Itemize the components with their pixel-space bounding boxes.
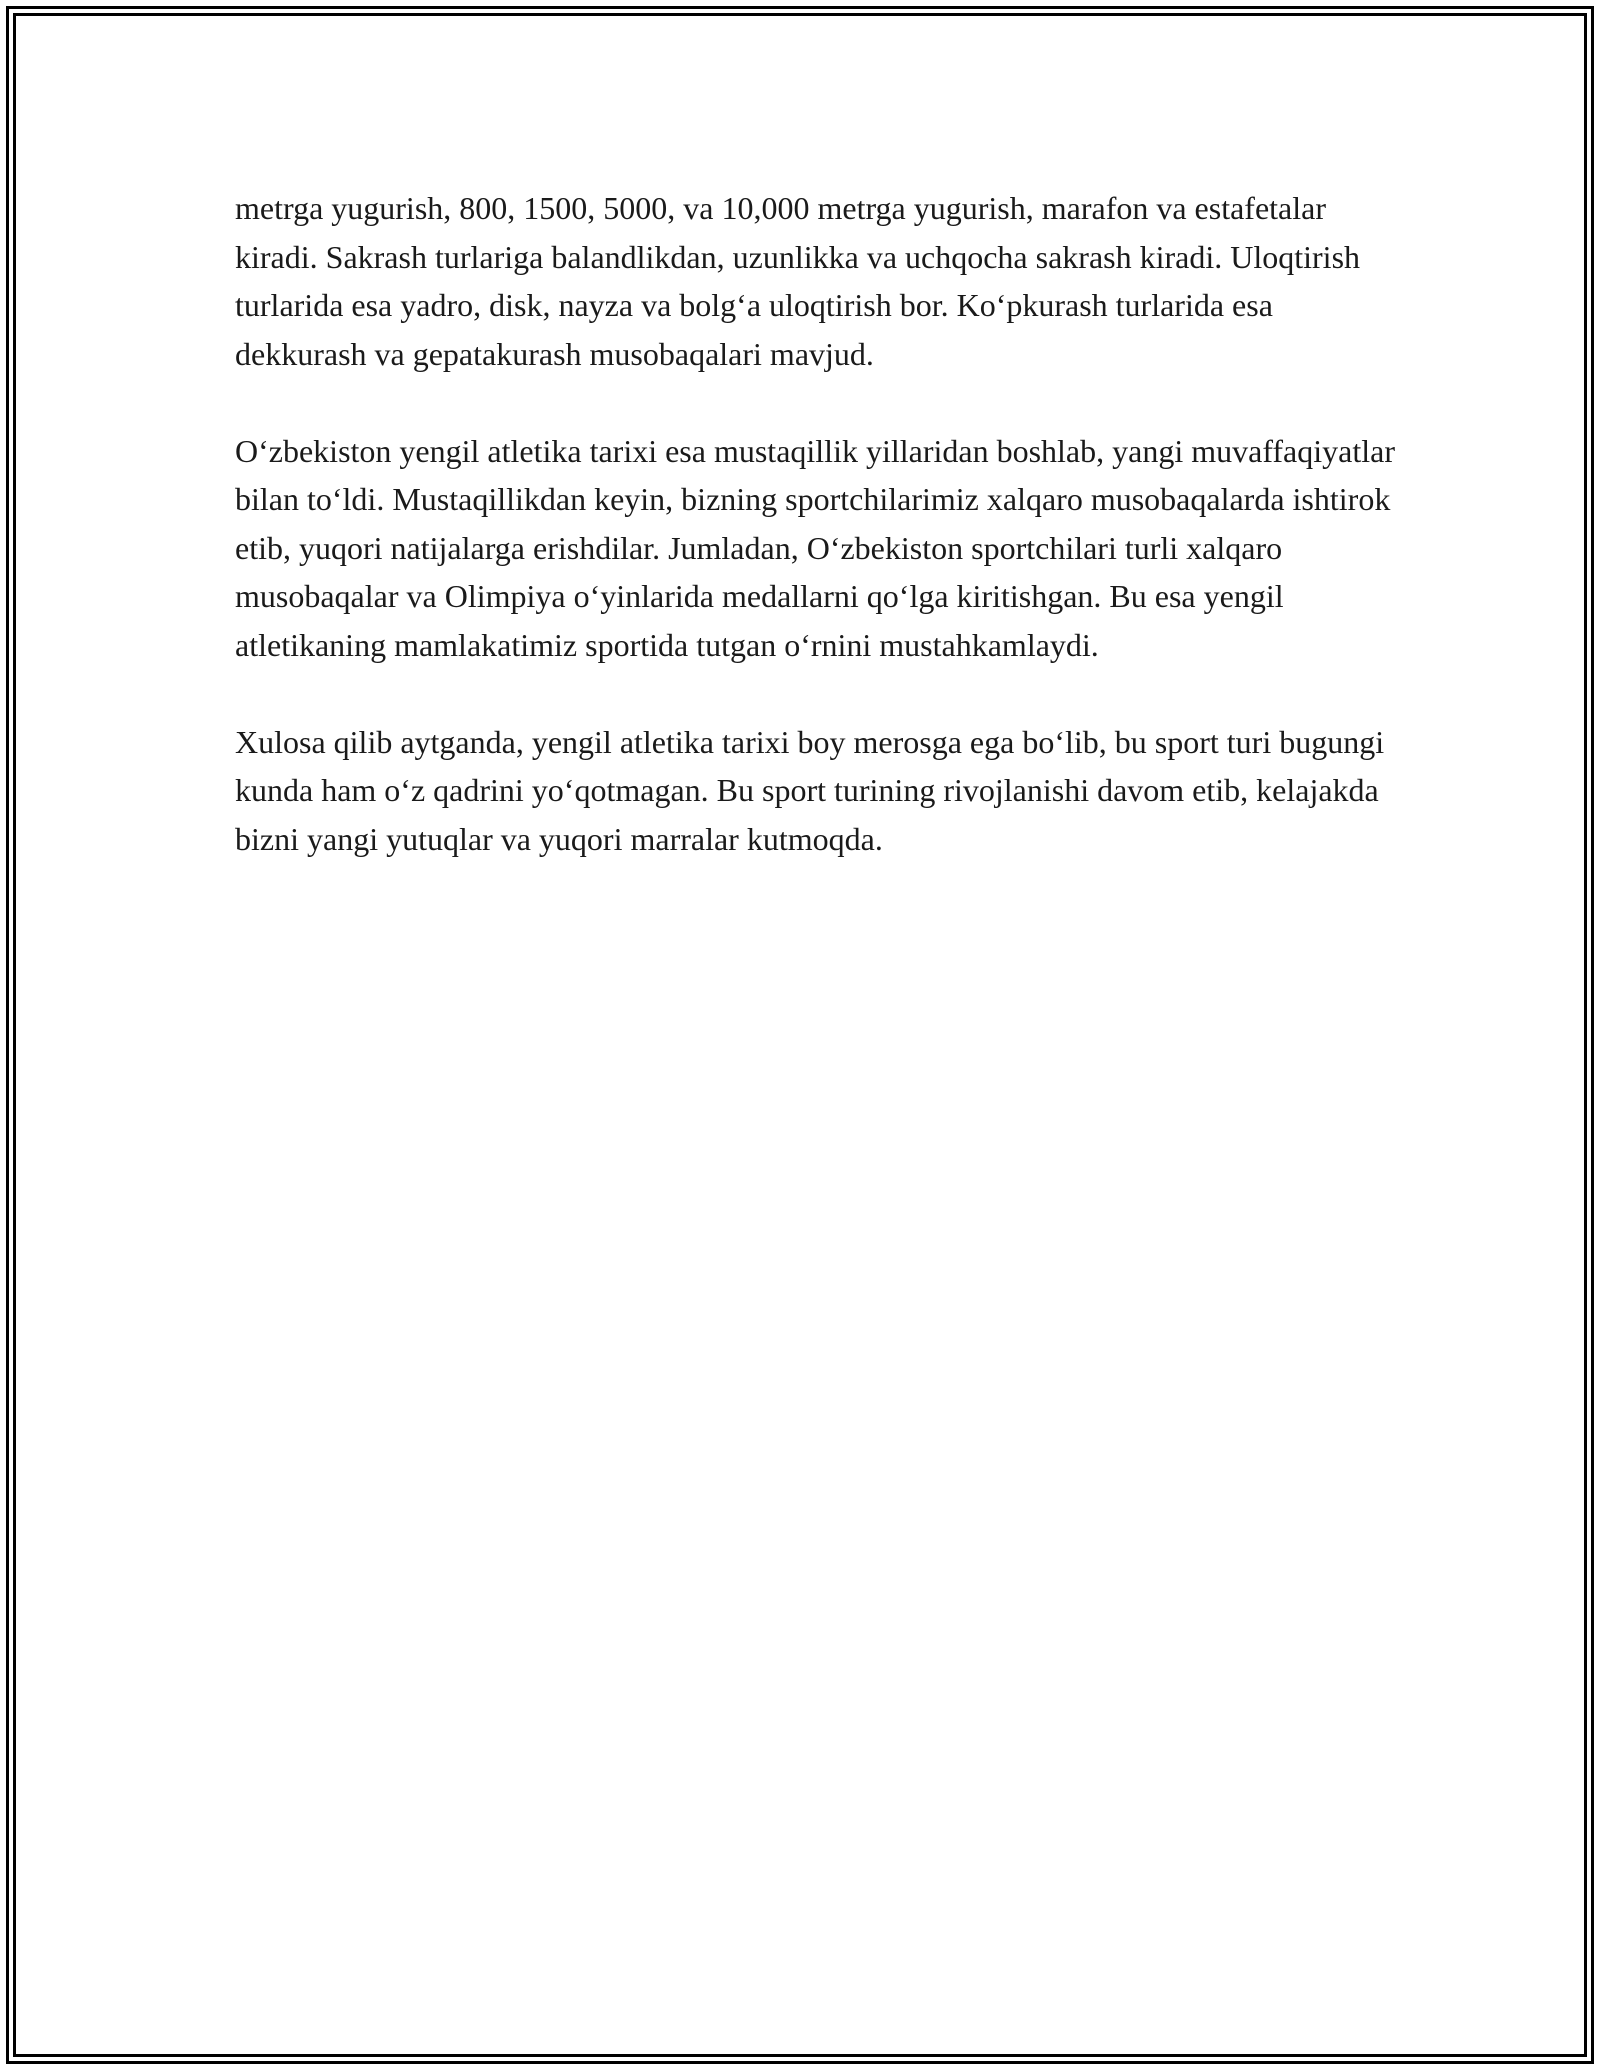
paragraph-athletics-events: metrga yugurish, 800, 1500, 5000, va 10,000 metrga yugurish, marafon va estafetalar kiradi. Sakrash turlariga balandlikdan, uzunlikka va uchqocha sakrash kiradi. Uloqtirish turlarida esa yadro, disk, nayza va bolg‘a uloqtirish bor. Ko‘pkurash turlarida esa dekkurash va gepatakurash musobaqalari mavjud.: [235, 190, 1361, 372]
paragraph-uzbekistan-history: O‘zbekiston yengil atletika tarixi esa mustaqillik yillaridan boshlab, yangi muvaffaqiyatlar bilan to‘ldi. Mustaqillikdan keyin, bizning sportchilarimiz xalqaro musobaqalarda ishtirok etib, yuqori natijalarga erishdilar. Jumladan, O‘zbekiston sportchilari turli xalqaro musobaqalar va Olimpiya o‘yinlarida medallarni qo‘lga kiritishgan. Bu esa yengil atletikaning mamlakatimiz sportida tutgan o‘rnini mustahkamlaydi.: [235, 432, 1395, 663]
document-body: [235, 184, 1395, 912]
paragraph-conclusion: Xulosa qilib aytganda, yengil atletika tarixi boy merosga ega bo‘lib, bu sport turi bugungi kunda ham o‘z qadrini yo‘qotmagan. Bu sport turining rivojlanishi davom etib, kelajakda bizni yangi yutuqlar va yuqori marralar kutmoqda.: [235, 723, 1385, 857]
